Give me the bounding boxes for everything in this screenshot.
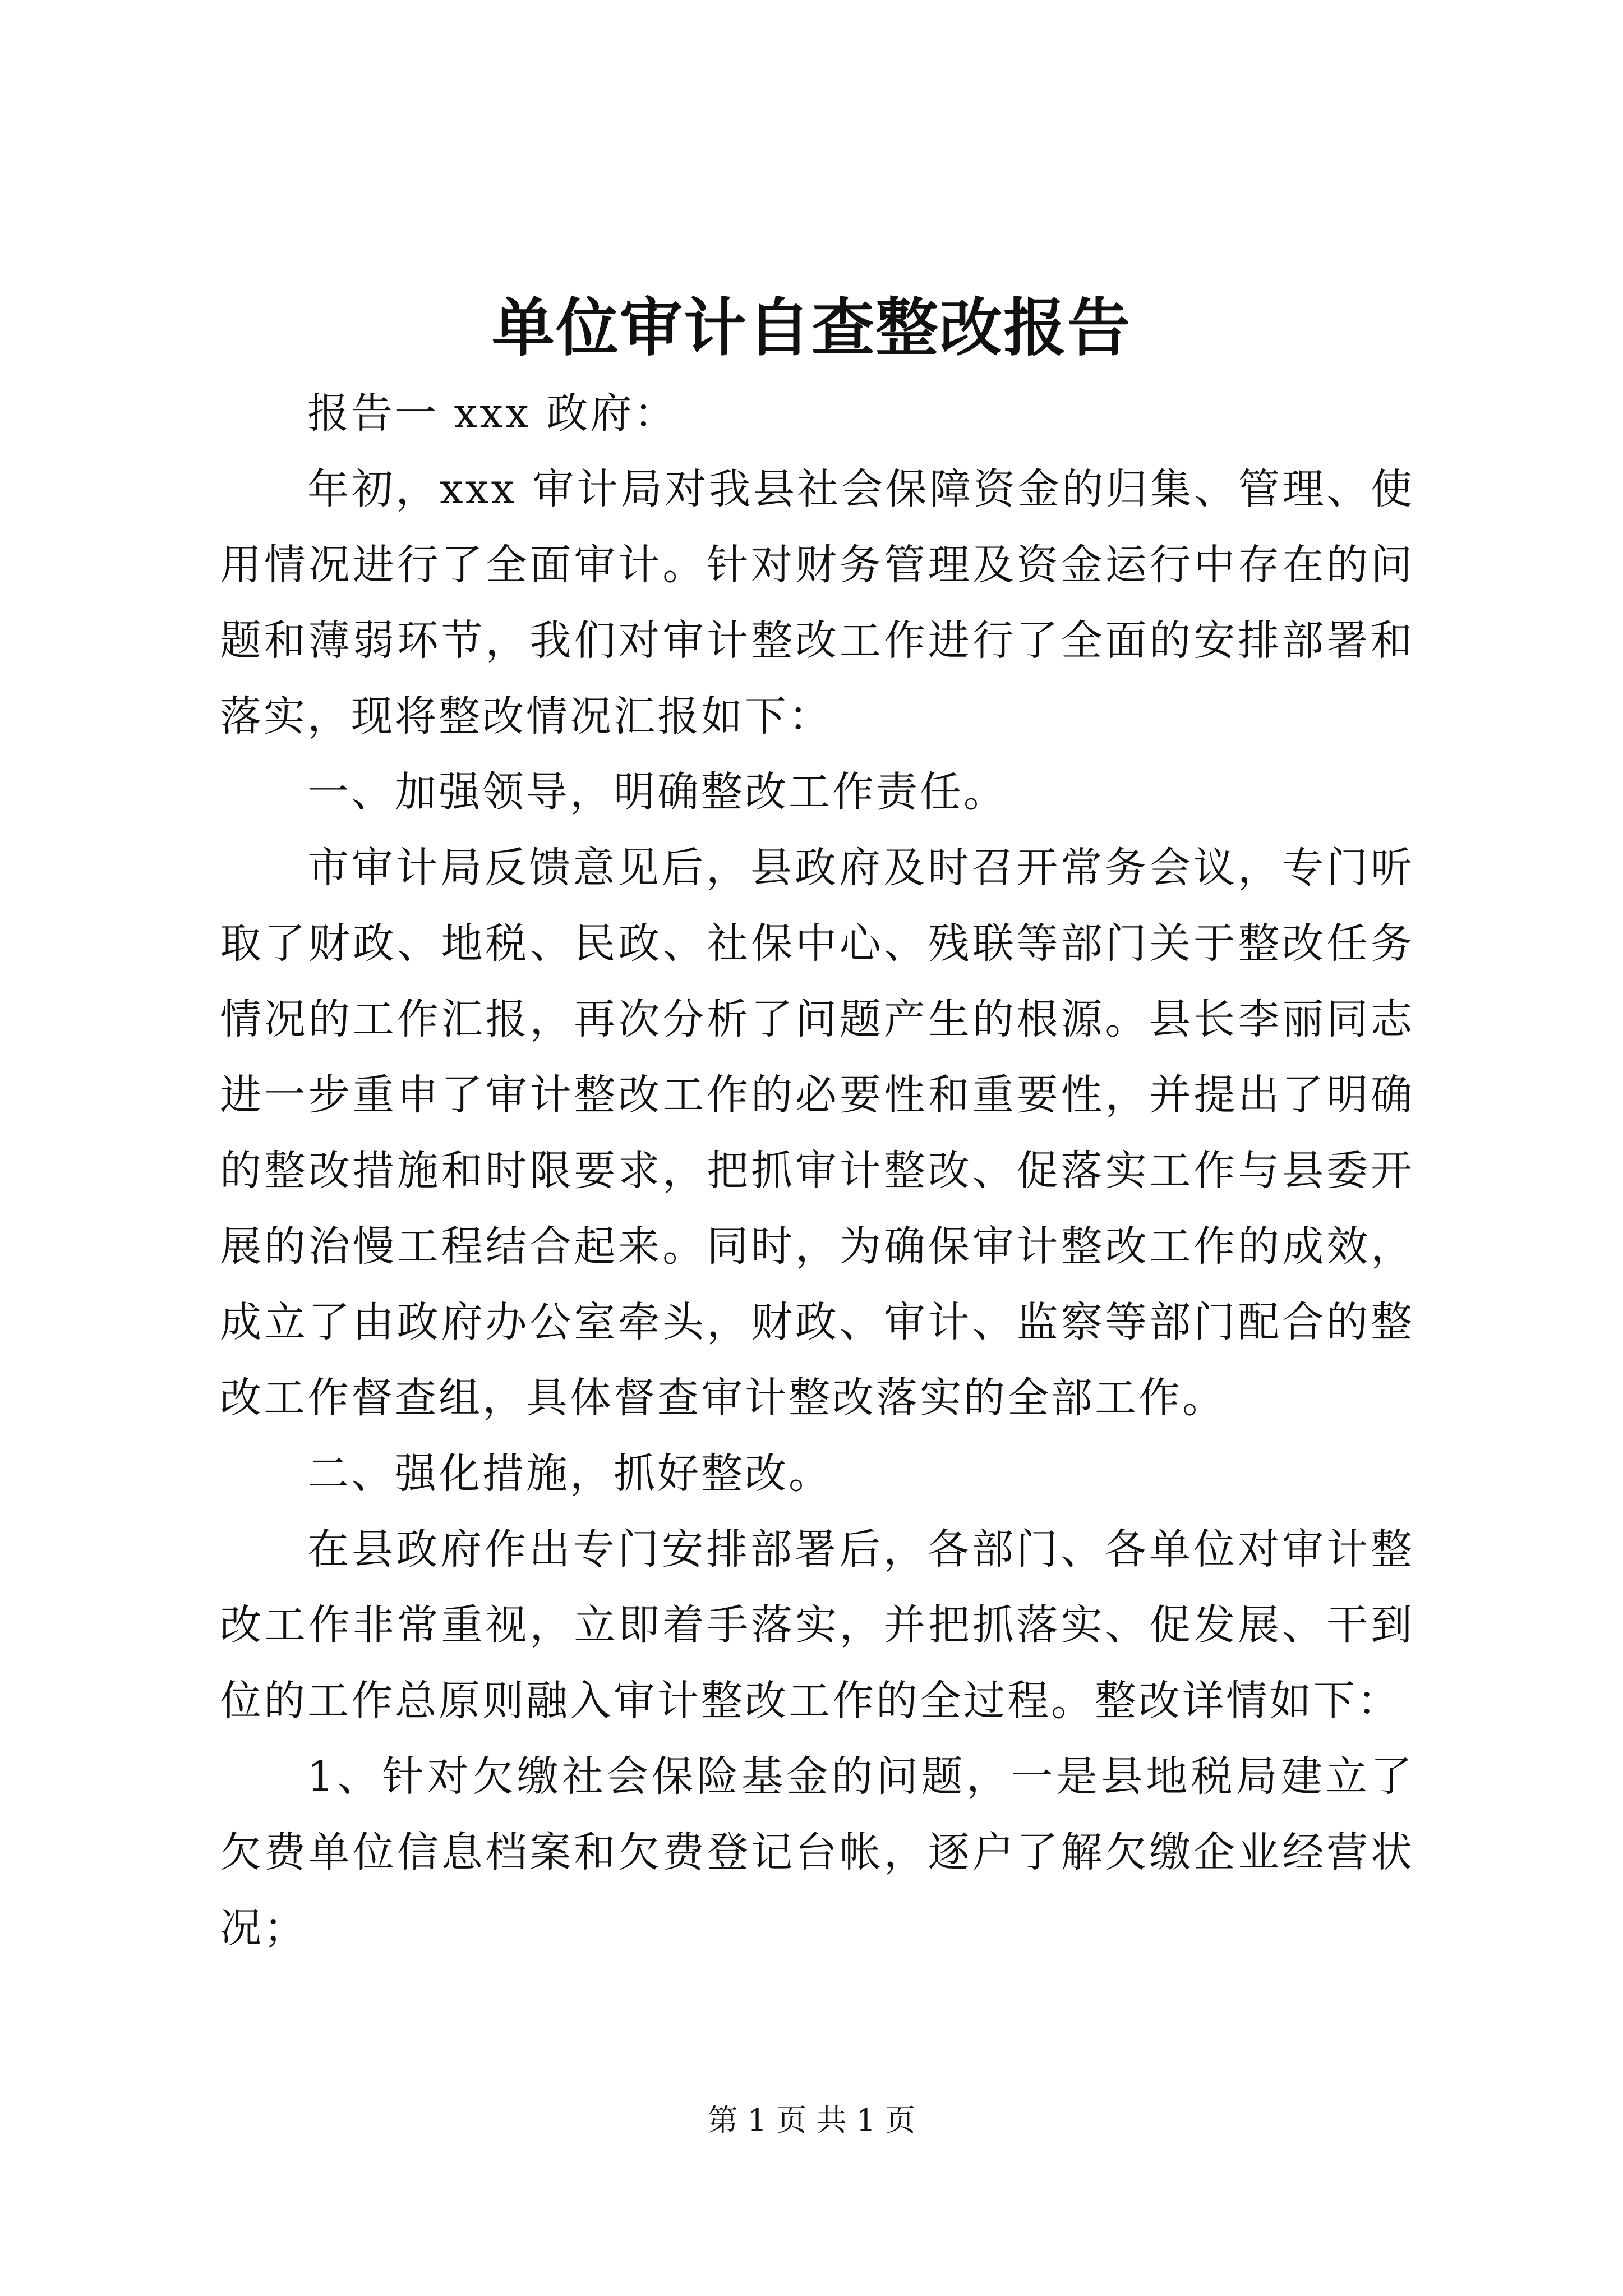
paragraph-section-2: 在县政府作出专门安排部署后，各部门、各单位对审计整改工作非常重视，立即着手落实，并把抓落实、促发展、干到位的工作总原则融入审计整改工作的全过程。整改详情如下： <box>220 1525 1414 1725</box>
page-footer: 第 1 页 共 1 页 <box>707 2102 916 2138</box>
paragraph-intro: 年初，xxx 审计局对我县社会保障资金的归集、管理、使用情况进行了全面审计。针对财务管理及资金运行中存在的问题和薄弱环节，我们对审计整改工作进行了全面的安排部署和落实，现将整改情况汇报如下： <box>220 465 1414 740</box>
document-body <box>220 376 1414 1966</box>
document-title: 单位审计自查整改报告 <box>492 291 1131 365</box>
section-heading-2: 二、强化措施，抓好整改。 <box>307 1450 832 1498</box>
paragraph-item-1: 1、针对欠缴社会保险基金的问题，一是县地税局建立了欠费单位信息档案和欠费登记台帐，逐户了解欠缴企业经营状况； <box>220 1752 1414 1952</box>
section-heading-1: 一、加强领导，明确整改工作责任。 <box>307 768 1007 816</box>
paragraph-salutation: 报告一 xxx 政府： <box>307 389 678 438</box>
paragraph-section-1: 市审计局反馈意见后，县政府及时召开常务会议，专门听取了财政、地税、民政、社保中心、残联等部门关于整改任务情况的工作汇报，再次分析了问题产生的根源。县长李丽同志进一步重申了审计整改工作的必要性和重要性，并提出了明确的整改措施和时限要求，把抓审计整改、促落实工作与县委开展的治慢工程结合起来。同时，为确保审计整改工作的成效，成立了由政府办公室牵头，财政、审计、监察等部门配合的整改工作督查组，具体督查审计整改落实的全部工作。 <box>220 844 1414 1422</box>
